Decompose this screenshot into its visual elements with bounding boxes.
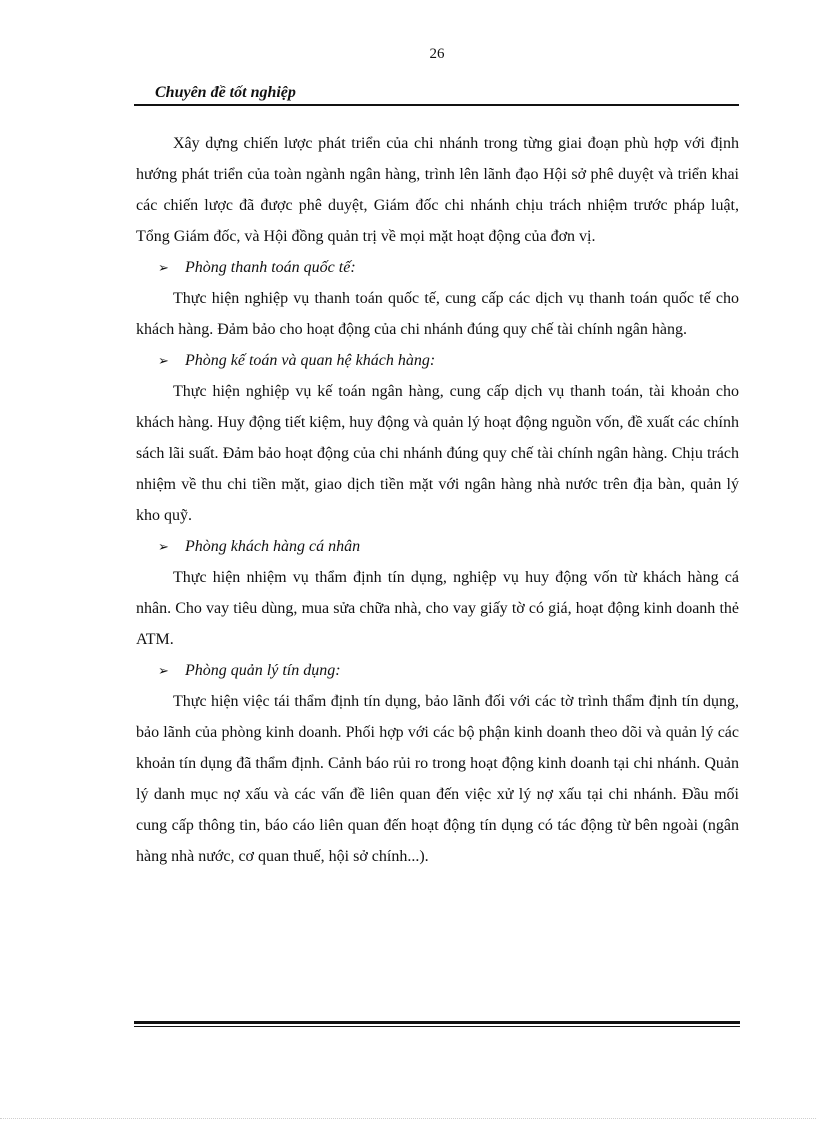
footer-rule-thin	[134, 1026, 740, 1027]
section-heading-international-payment	[136, 252, 739, 283]
section-paragraph: Thực hiện việc tái thẩm định tín dụng, bảo lãnh đối với các tờ trình thẩm định tín dụng, bảo lãnh của phòng kinh doanh. Phối hợp với các bộ phận kinh doanh theo dõi và quản lý các khoản tín dụng đã thẩm định. Cảnh báo rủi ro trong hoạt động kinh doanh tại chi nhánh. Quản lý danh mục nợ xấu và các vấn đề liên quan đến việc xử lý nợ xấu tại chi nhánh. Đầu mối cung cấp thông tin, báo cáo liên quan đến hoạt động tín dụng có tác động từ bên ngoài (ngân hàng nhà nước, cơ quan thuế, hội sở chính...).	[136, 693, 739, 865]
section-heading-label: Phòng quản lý tín dụng:	[185, 662, 341, 679]
header-rule	[134, 104, 739, 106]
document-body	[136, 128, 739, 872]
section-heading-accounting	[136, 345, 739, 376]
arrow-bullet-icon: ➢	[158, 539, 169, 554]
arrow-bullet-icon: ➢	[158, 353, 169, 368]
section-heading-credit-management	[136, 655, 739, 686]
section-heading-label: Phòng kế toán và quan hệ khách hàng:	[185, 352, 436, 369]
section-paragraph: Thực hiện nghiệp vụ kế toán ngân hàng, cung cấp dịch vụ thanh toán, tài khoản cho khách hàng. Huy động tiết kiệm, huy động và quản lý hoạt động nguồn vốn, đề xuất các chính sách lãi suất. Đảm bảo hoạt động của chi nhánh đúng quy chế tài chính ngân hàng. Chịu trách nhiệm về thu chi tiền mặt, giao dịch tiền mặt với ngân hàng nhà nước trên địa bàn, quản lý kho quỹ.	[136, 383, 739, 524]
section-heading-label: Phòng khách hàng cá nhân	[185, 538, 361, 555]
footer-rule-thick	[134, 1021, 740, 1024]
section-heading-personal-customers	[136, 531, 739, 562]
page-bottom-boundary	[0, 1118, 816, 1119]
intro-paragraph: Xây dựng chiến lược phát triển của chi nhánh trong từng giai đoạn phù hợp với định hướng phát triển của toàn ngành ngân hàng, trình lên lãnh đạo Hội sở phê duyệt và triển khai các chiến lược đã được phê duyệt, Giám đốc chi nhánh chịu trách nhiệm trước pháp luật, Tổng Giám đốc, và Hội đồng quản trị về mọi mặt hoạt động của đơn vị.	[136, 135, 739, 245]
section-paragraph: Thực hiện nhiệm vụ thẩm định tín dụng, nghiệp vụ huy động vốn từ khách hàng cá nhân. Cho vay tiêu dùng, mua sửa chữa nhà, cho vay giấy tờ có giá, hoạt động kinh doanh thẻ ATM.	[136, 569, 739, 648]
running-header-title: Chuyên đề tốt nghiệp	[155, 84, 296, 101]
section-heading-label: Phòng thanh toán quốc tế:	[185, 259, 356, 276]
page-number: 26	[429, 46, 445, 62]
arrow-bullet-icon: ➢	[158, 663, 169, 678]
section-paragraph: Thực hiện nghiệp vụ thanh toán quốc tế, cung cấp các dịch vụ thanh toán quốc tế cho khách hàng. Đảm bảo cho hoạt động của chi nhánh đúng quy chế tài chính ngân hàng.	[136, 290, 739, 338]
arrow-bullet-icon: ➢	[158, 260, 169, 275]
